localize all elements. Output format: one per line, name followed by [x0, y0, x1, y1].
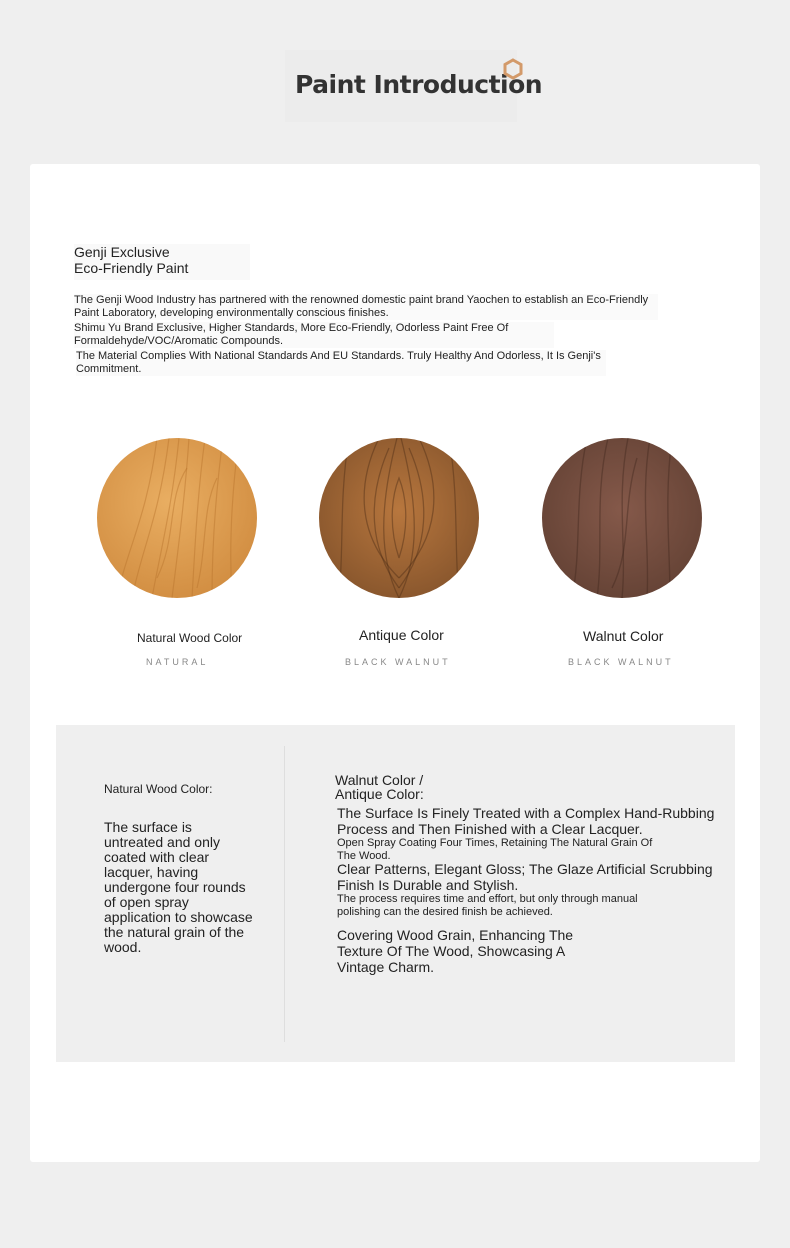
walnut-detail-title-line2: Antique Color:: [335, 786, 424, 802]
details-divider: [284, 746, 285, 1042]
swatch-sub-antique: BLACK WALNUT: [345, 657, 451, 667]
swatch-label-natural: Natural Wood Color: [137, 631, 243, 645]
intro-paragraph-2: Shimu Yu Brand Exclusive, Higher Standards, More Eco-Friendly, Odorless Paint Free Of Formaldehyde/VOC/Aromatic Compounds.: [74, 322, 554, 348]
natural-wood-swatch: [97, 438, 257, 598]
walnut-detail-line-2: Open Spray Coating Four Times, Retaining The Natural Grain Of The Wood.: [337, 837, 653, 862]
antique-wood-swatch: [319, 438, 479, 598]
walnut-detail-line-3: Clear Patterns, Elegant Gloss; The Glaze Artificial Scrubbing Finish Is Durable and Stylish.: [337, 861, 713, 893]
walnut-detail-title-line1: Walnut Color /: [335, 772, 424, 788]
intro-heading-line1: Genji Exclusive: [74, 244, 170, 260]
hexagon-icon: [502, 58, 524, 80]
natural-detail-body: The surface is untreated and only coated with clear lacquer, having undergone four rounds of open spray application to showcase the natural grain of the wood.: [104, 819, 253, 955]
walnut-wood-swatch: [542, 438, 702, 598]
walnut-detail-line-4: The process requires time and effort, but only through manual polishing can the desired finish be achieved.: [337, 893, 638, 918]
intro-paragraph-1: The Genji Wood Industry has partnered with the renowned domestic paint brand Yaochen to establish an Eco-Friendly Paint Laboratory, developing environmentally conscious finishes.: [74, 294, 658, 320]
content-card: [30, 164, 760, 1162]
walnut-detail-title: [335, 773, 424, 801]
walnut-detail-line-5: Covering Wood Grain, Enhancing The Texture Of The Wood, Showcasing A Vintage Charm.: [337, 927, 574, 975]
natural-detail-title: Natural Wood Color:: [104, 782, 213, 796]
intro-heading: [74, 244, 250, 280]
walnut-detail-line-1: The Surface Is Finely Treated with a Complex Hand-Rubbing Process and Then Finished with a Clear Lacquer.: [337, 805, 715, 837]
details-panel: [56, 725, 735, 1062]
page-title: Paint Introduction: [295, 70, 543, 99]
intro-paragraph-3: The Material Complies With National Standards And EU Standards. Truly Healthy And Odorless, It Is Genji's Commitment.: [76, 350, 606, 376]
swatch-sub-natural: NATURAL: [146, 657, 209, 667]
swatch-sub-walnut: BLACK WALNUT: [568, 657, 674, 667]
swatch-label-walnut: Walnut Color: [583, 628, 664, 644]
intro-heading-line2: Eco-Friendly Paint: [74, 260, 189, 276]
swatch-label-antique: Antique Color: [359, 627, 444, 643]
